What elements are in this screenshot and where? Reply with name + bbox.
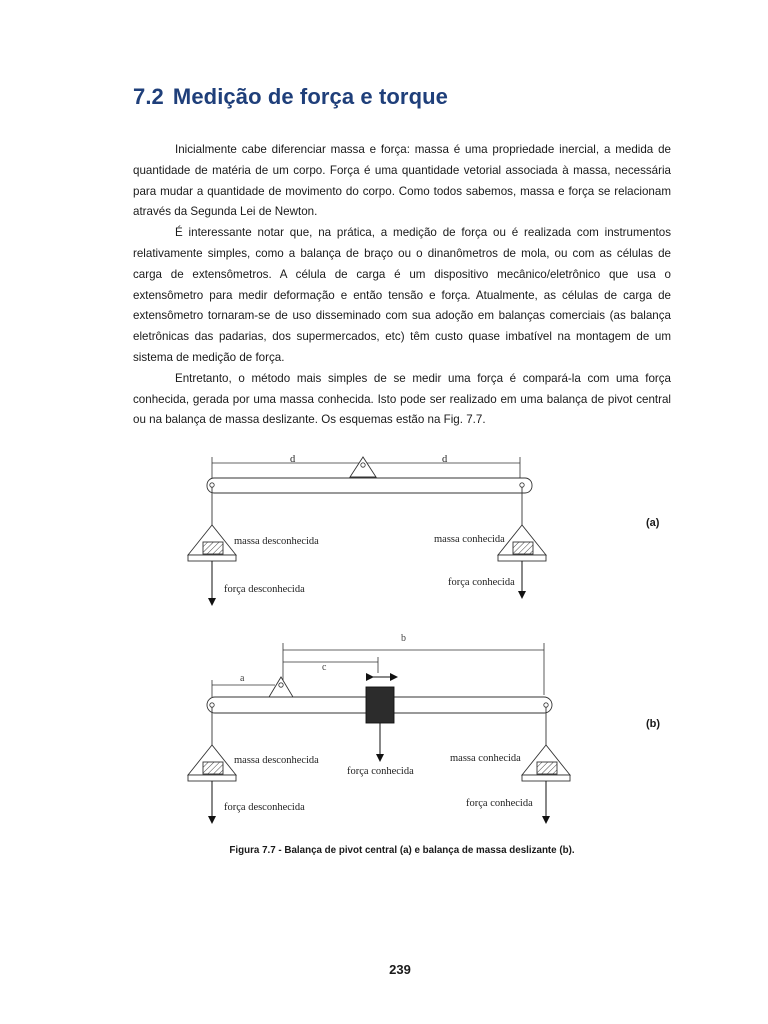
unknown-mass-b [203,762,223,774]
balance-diagrams [180,445,600,835]
known-mass-b [537,762,557,774]
figure-caption: Figura 7.7 - Balança de pivot central (a) e balança de massa deslizante (b). [229,845,575,856]
dimension-b: b [401,633,406,644]
label-right-force-b: força conhecida [466,798,533,809]
section-title: Medição de força e torque [172,84,449,109]
known-mass-a [513,542,533,554]
dimension-c: c [322,662,327,673]
sliding-mass-b [366,687,394,723]
label-left-force-a: força desconhecida [224,584,305,595]
sub-label-a: (a) [646,517,660,529]
diagram-a [188,454,546,602]
section-heading [133,84,448,110]
paragraph-2: É interessante notar que, na prática, a medição de força ou é realizada com instrumentos relativamente simples, como a balança de braço ou o dinanômetros de mola, ou com as células de carga de extensômetros. A célula de carga é um dispositivo mecânico/eletrônico que usa o extensômetro para medir deformação e então tensão e força. Atualmente, as células de carga de extensômetro tornaram-se de uso disseminado com sua adoção em balanças comerciais (as balança eletrônicas das padarias, dos supermercados, etc) têm custo quase imbatível na montagem de um sistema de medição de força. [133,226,671,364]
figure-7-7 [180,445,661,825]
page-number: 239 [389,962,411,977]
label-right-mass-b: massa conhecida [450,753,521,764]
label-left-force-b: força desconhecida [224,802,305,813]
dimension-d-left: d [290,454,296,465]
label-left-mass-b: massa desconhecida [234,755,319,766]
label-right-force-a: força conhecida [448,577,515,588]
diagram-b [188,633,570,820]
label-left-mass-a: massa desconhecida [234,536,319,547]
beam-a [207,478,532,493]
label-slider-force-b: força conhecida [347,766,414,777]
dimension-d-right: d [442,454,448,465]
dimension-a: a [240,673,245,684]
body-text [133,140,671,431]
sub-label-b: (b) [646,718,661,730]
label-right-mass-a: massa conhecida [434,534,505,545]
paragraph-1: Inicialmente cabe diferenciar massa e força: massa é uma propriedade inercial, a medida de quantidade de matéria de um corpo. Força é uma quantidade vetorial associada à massa, necessária para mudar a quantidade de movimento do corpo. Como todos sabemos, massa e força se relacionam através da Segunda Lei de Newton. [133,143,671,219]
section-number: 7.2 [133,84,164,109]
unknown-mass-a [203,542,223,554]
paragraph-3: Entretanto, o método mais simples de se medir uma força é compará-la com uma força conhecida, gerada por uma massa conhecida. Isto pode ser realizado em uma balança de pivot central ou na balança de massa deslizante. Os esquemas estão na Fig. 7.7. [133,371,671,427]
